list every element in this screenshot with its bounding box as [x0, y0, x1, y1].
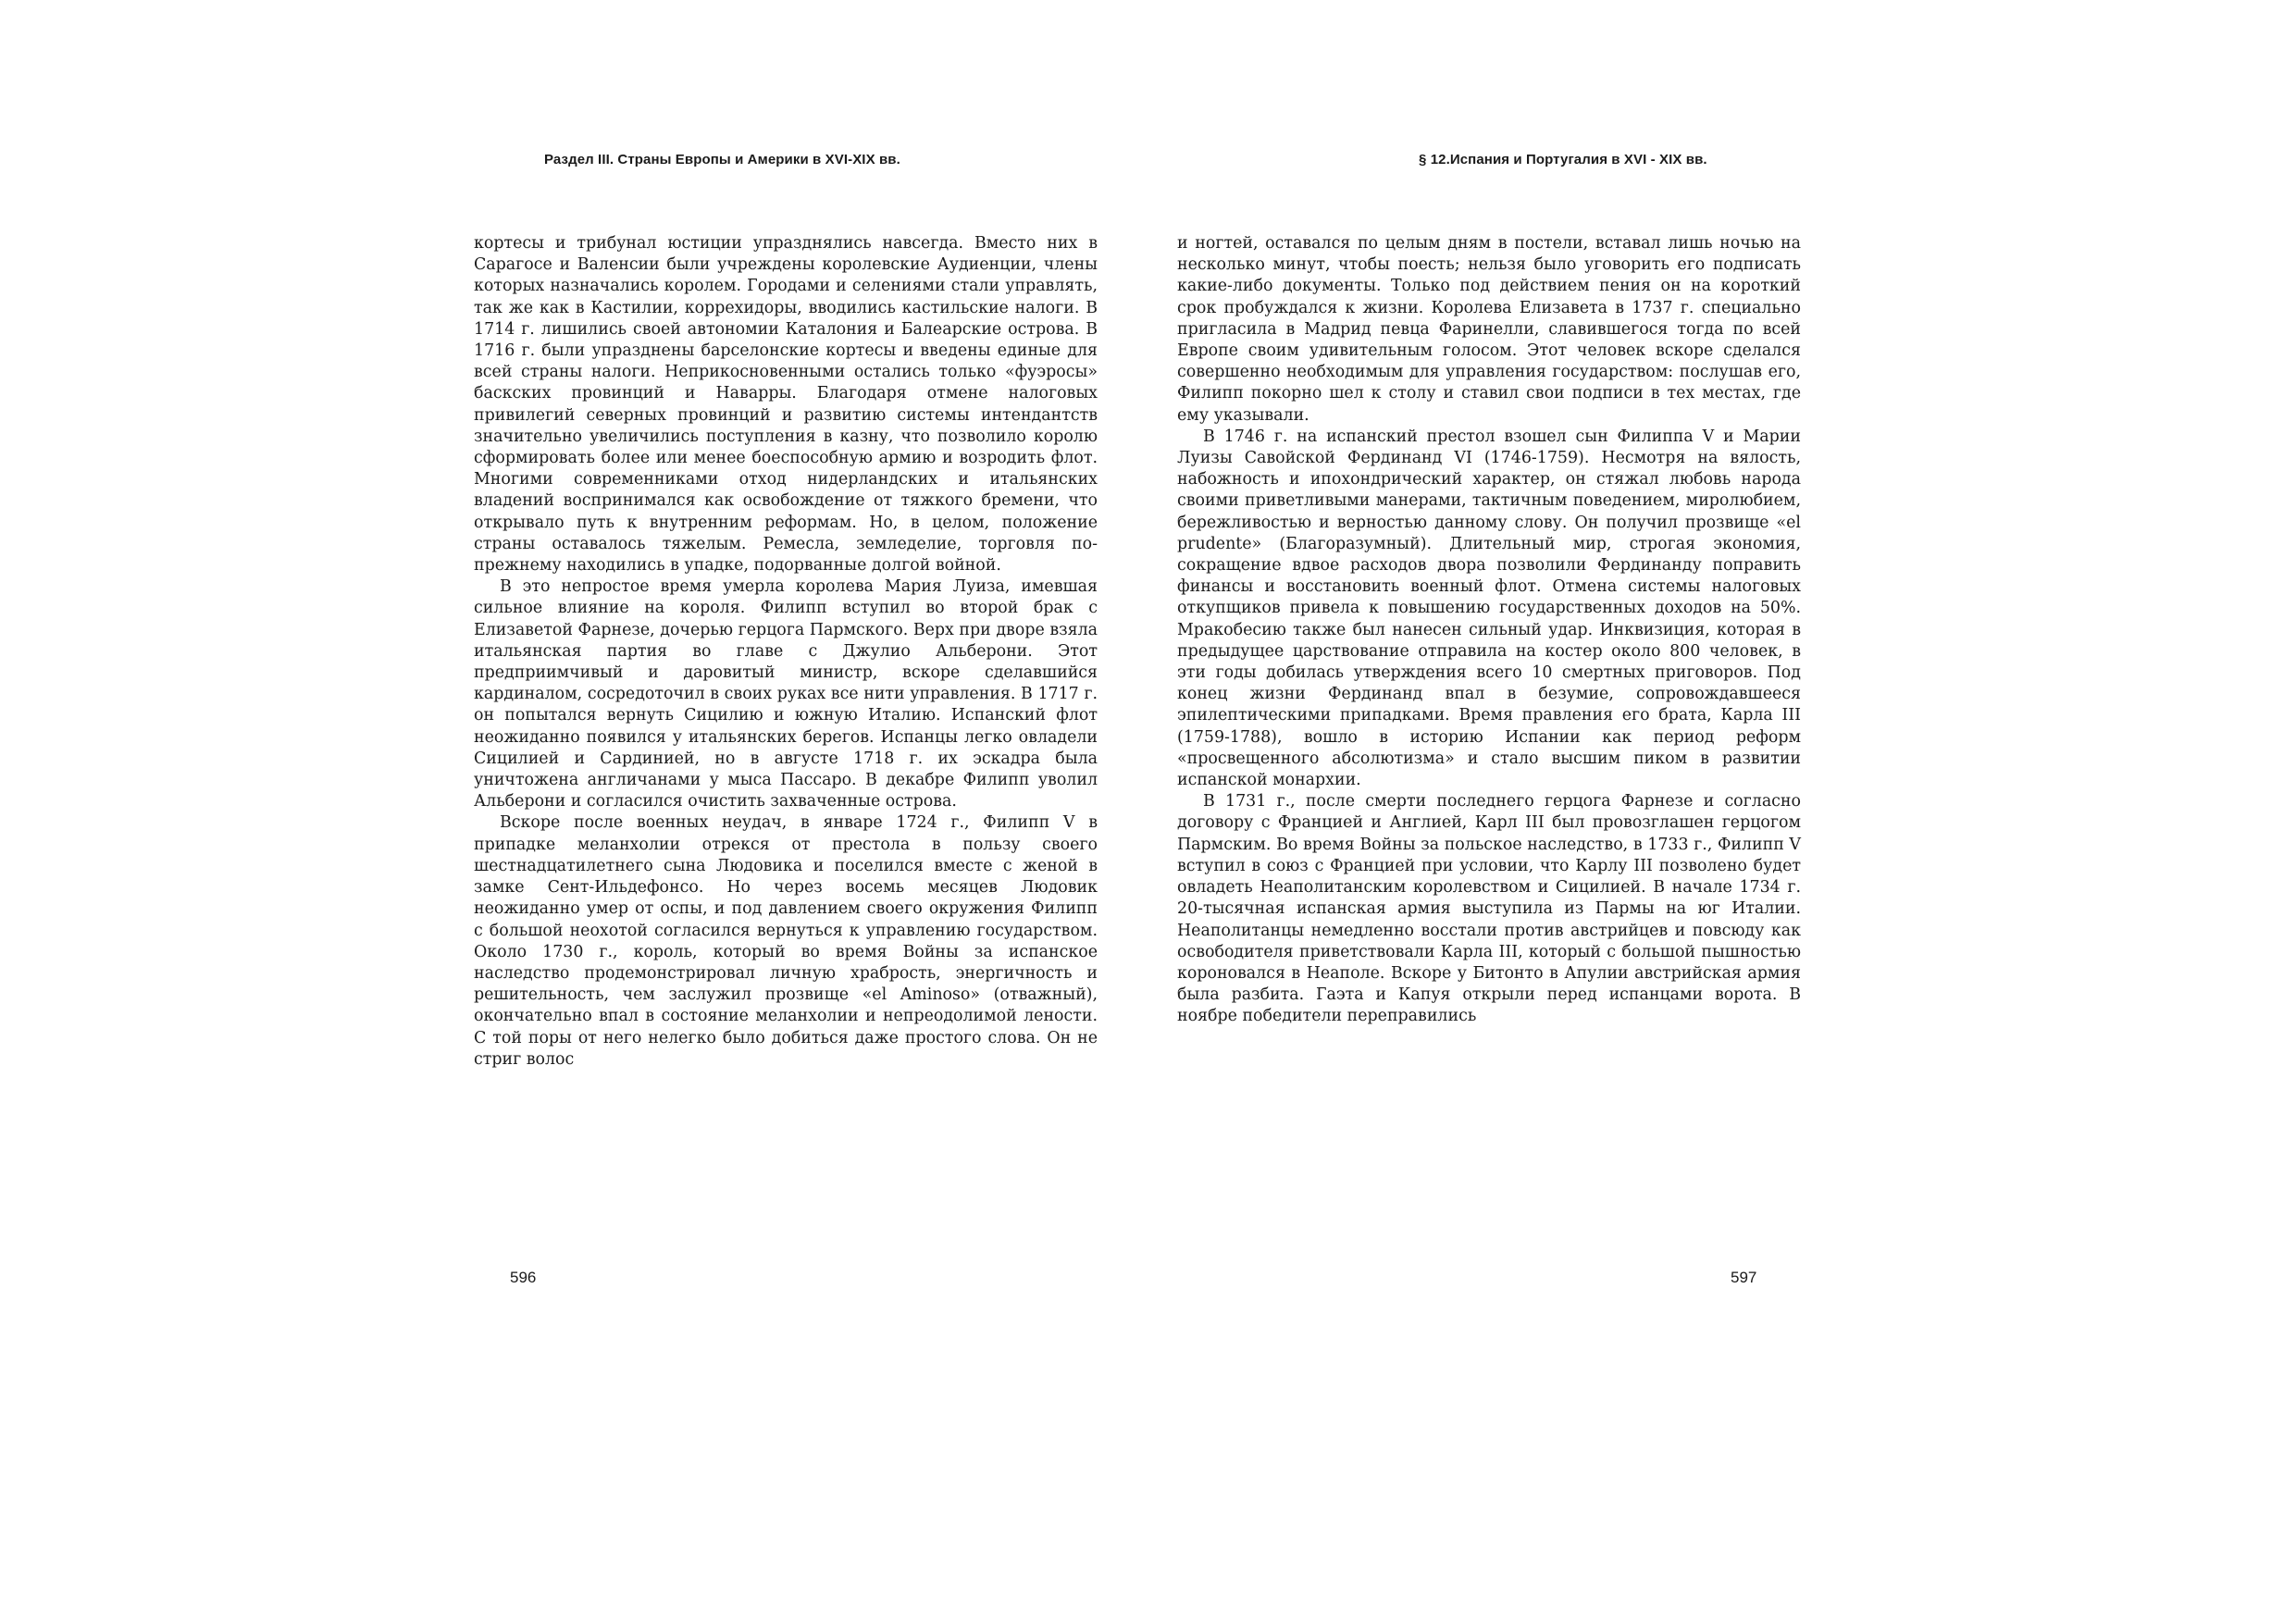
paragraph: Вскоре после военных неудач, в январе 1724 г., Филипп V в припадке меланхолии отрекся от престола в пользу своего шестнадцатилетнего сына Людовика и поселился вместе с женой в замке Сент-Ильдефонсо. Но через восемь месяцев Людовик неожиданно умер от оспы, и под давлением своего окружения Филипп с большой неохотой согласился вернуться к управлению государством. Около 1730 г., король, который во время Войны за испанское наследство продемонстрировал личную храбрость, энергичность и решительность, чем заслужил прозвище «el Aminoso» (отважный), окончательно впал в состояние меланхолии и непреодолимой лености. С той поры от него нелегко было добиться даже простого слова. Он не стриг волос — [474, 813, 1098, 1069]
running-head: § 12.Испания и Португалия в XVI - XIX вв. — [1419, 152, 1707, 167]
paragraph: В 1746 г. на испанский престол взошел сын Филиппа V и Марии Луизы Савойской Фердинанд VI (1746-1759). Несмотря на вялость, набожность и ипохондрический характер, он стяжал любовь народа своими приветливыми манерами, тактичным поведением, миролюбием, бережливостью и верностью данному слову. Он получил прозвище «el prudente» (Благоразумный). Длительный мир, строгая экономия, сокращение вдвое расходов двора позволили Фердинанду поправить финансы и восстановить военный флот. Отмена системы налоговых откупщиков привела к повышению государственных доходов на 50%. Мракобесию также был нанесен сильный удар. Инквизиция, которая в предыдущее царствование отправила на костер около 800 человек, в эти годы добилась утверждения всего 10 смертных приговоров. Под конец жизни Фердинанд впал в безумие, сопровождавшееся эпилептическими припадками. Время правления его брата, Карла III (1759-1788), вошло в историю Испании как период реформ «просвещенного абсолютизма» и стало высшим пиком в развитии испанской монархии. — [1177, 427, 1801, 790]
page-number: 596 — [510, 1269, 537, 1286]
paragraph: В это непростое время умерла королева Мария Луиза, имевшая сильное влияние на короля. Филипп вступил во второй брак с Елизаветой Фарнезе, дочерью герцога Пармского. Верх при дворе взяла итальянская партия во главе с Джулио Альберони. Этот предприимчивый и даровитый министр, вскоре сделавшийся кардиналом, сосредоточил в своих руках все нити управления. В 1717 г. он попытался вернуть Сицилию и южную Италию. Испанский флот неожиданно появился у итальянских берегов. Испанцы легко овладели Сицилией и Сардинией, но в августе 1718 г. их эскадра была уничтожена англичанами у мыса Пассаро. В декабре Филипп уволил Альберони и согласился очистить захваченные острова. — [474, 577, 1098, 812]
body-text — [474, 233, 1098, 1071]
running-head: Раздел III. Страны Европы и Америки в XVI-XIX вв. — [544, 152, 900, 167]
paragraph: кортесы и трибунал юстиции упразднялись навсегда. Вместо них в Сарагосе и Валенсии были учреждены королевские Аудиенции, члены которых назначались королем. Городами и селениями стали управлять, так же как в Кастилии, коррехидоры, вводились кастильские налоги. В 1714 г. лишились своей автономии Каталония и Балеарские острова. В 1716 г. были упразднены барселонские кортесы и введены единые для всей страны налоги. Неприкосновенными остались только «фуэросы» баскских провинций и Наварры. Благодаря отмене налоговых привилегий северных провинций и развитию системы интендантств значительно увеличились поступления в казну, что позволило королю сформировать более или менее боеспособную армию и возродить флот. Многими современниками отход нидерландских и итальянских владений воспринимался как освобождение от тяжкого бремени, что открывало путь к внутренним реформам. Но, в целом, положение страны оставалось тяжелым. Ремесла, земледелие, торговля по-прежнему находились в упадке, подорванные долгой войной. — [474, 234, 1098, 576]
right-page — [1148, 0, 2296, 1623]
paragraph: В 1731 г., после смерти последнего герцога Фарнезе и согласно договору с Францией и Англией, Карл III был провозглашен герцогом Пармским. Во время Войны за польское наследство, в 1733 г., Филипп V вступил в союз с Францией при условии, что Карлу III позволено будет овладеть Неаполитанским королевством и Сицилией. В начале 1734 г. 20-тысячная испанская армия выступила из Пармы на юг Италии. Неаполитанцы немедленно восстали против австрийцев и повсюду как освободителя приветствовали Карла III, который с большой пышностью короновался в Неаполе. Вскоре у Битонто в Апулии австрийская армия была разбита. Гаэта и Капуя открыли перед испанцами ворота. В ноябре победители переправились — [1177, 792, 1801, 1026]
page-number: 597 — [1731, 1269, 1757, 1286]
body-text — [1177, 233, 1801, 1028]
paragraph: и ногтей, оставался по целым дням в постели, вставал лишь ночью на несколько минут, чтобы поесть; нельзя было уговорить его подписать какие-либо документы. Только под действием пения он на короткий срок пробуждался к жизни. Королева Елизавета в 1737 г. специально пригласила в Мадрид певца Фаринелли, славившегося тогда по всей Европе своим удивительным голосом. Этот человек вскоре сделался совершенно необходимым для управления государством: послушав его, Филипп покорно шел к столу и ставил свои подписи в тех местах, где ему указывали. — [1177, 234, 1801, 425]
